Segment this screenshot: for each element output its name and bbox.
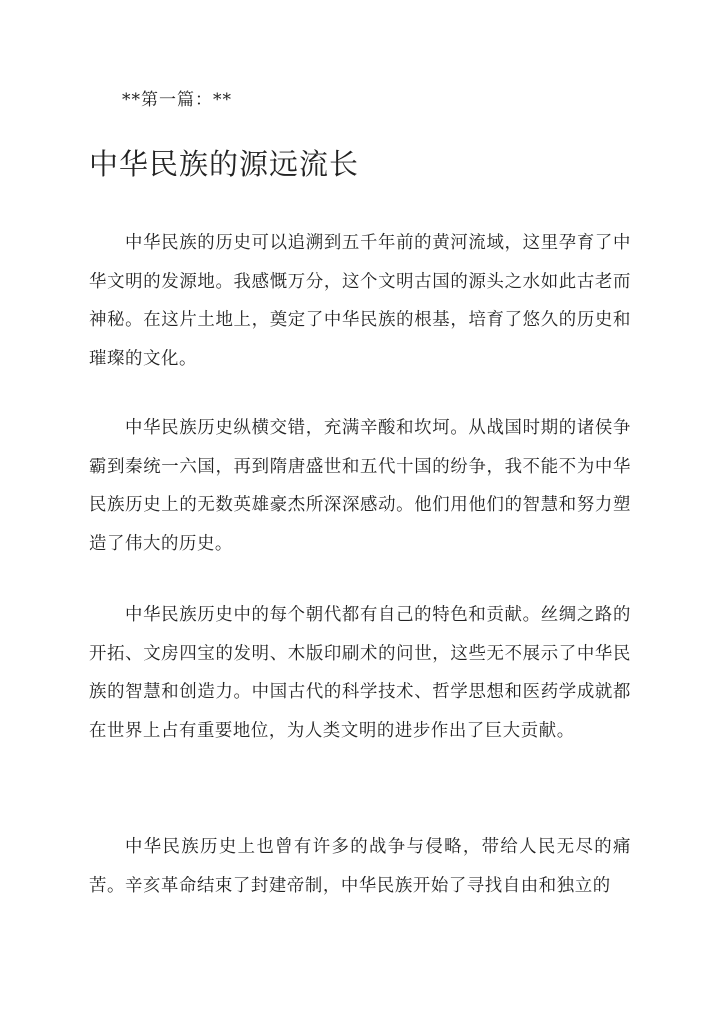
section-heading: **第一篇：** (122, 90, 232, 110)
page-title: 中华民族的源远流长 (89, 147, 360, 181)
paragraph-3: 中华民族历史中的每个朝代都有自己的特色和贡献。丝绸之路的开拓、文房四宝的发明、木版印刷术的问世，这些无不展示了中华民族的智慧和创造力。中国古代的科学技术、哲学思想和医药学成就都在世界上占有重要地位，为人类文明的进步作出了巨大贡献。 (89, 605, 631, 741)
paragraph-2: 中华民族历史纵横交错，充满辛酸和坎坷。从战国时期的诸侯争霸到秦统一六国，再到隋唐盛世和五代十国的纷争，我不能不为中华民族历史上的无数英雄豪杰所深深感动。他们用他们的智慧和努力塑造了伟大的历史。 (89, 418, 631, 554)
paragraph-4: 中华民族历史上也曾有许多的战争与侵略，带给人民无尽的痛苦。辛亥革命结束了封建帝制，中华民族开始了寻找自由和独立的 (89, 837, 631, 896)
paragraph-1: 中华民族的历史可以追溯到五千年前的黄河流域，这里孕育了中华文明的发源地。我感慨万分，这个文明古国的源头之水如此古老而神秘。在这片土地上，奠定了中华民族的根基，培育了悠久的历史和璀璨的文化。 (89, 233, 631, 369)
